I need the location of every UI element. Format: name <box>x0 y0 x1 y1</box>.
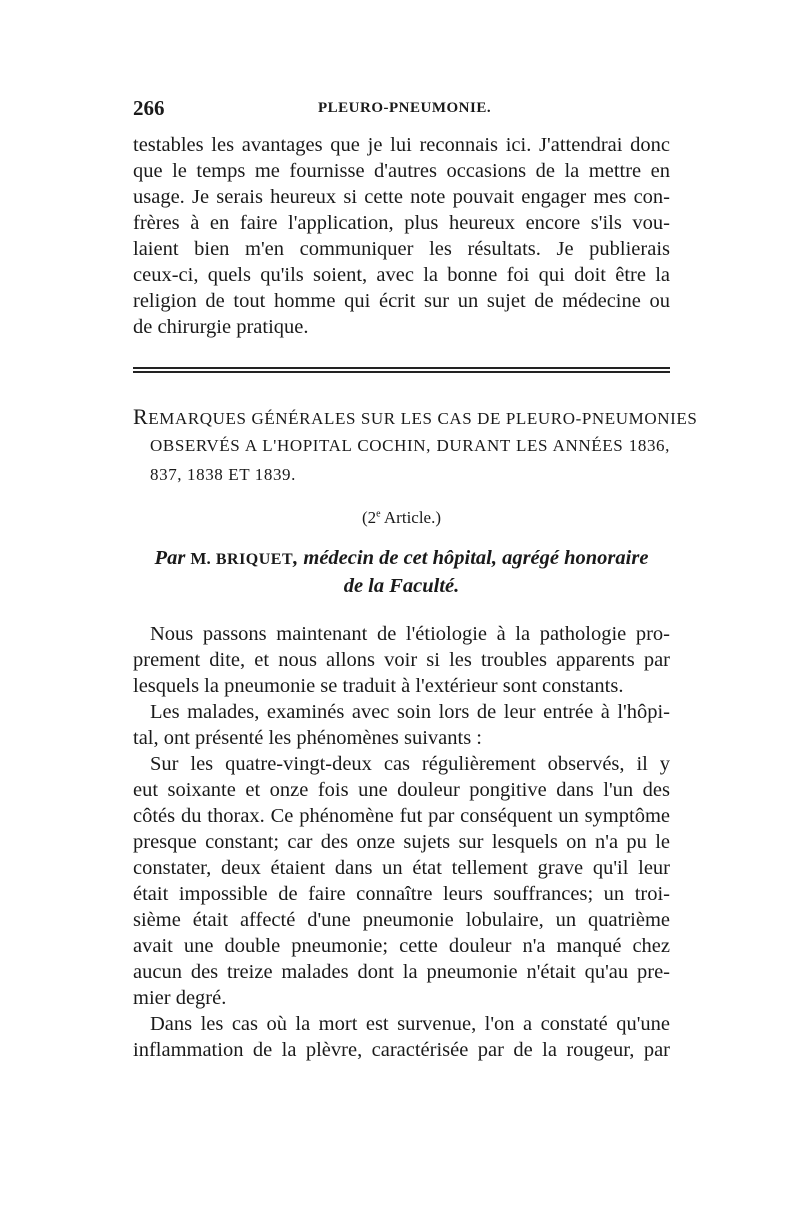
section-divider <box>133 367 670 373</box>
text-line: usage. Je serais heureux si cette note pouvait engager mes con- <box>133 186 670 208</box>
text-line: ceux-ci, quels qu'ils soient, avec la bonne foi qui doit être la <box>133 264 670 286</box>
text-line: laient bien m'en communiquer les résultats. Je publierais <box>133 238 670 260</box>
text-line: testables les avantages que je lui reconnais ici. J'attendrai donc <box>133 134 670 156</box>
text-line: Les malades, examinés avec soin lors de leur entrée à l'hôpi- <box>150 701 670 723</box>
text-line: côtés du thorax. Ce phénomène fut par conséquent un symptôme <box>133 805 670 827</box>
running-title: PLEURO-PNEUMONIE. <box>318 100 492 116</box>
text-line: Sur les quatre-vingt-deux cas régulièrement observés, il y <box>150 753 670 775</box>
text-line: de chirurgie pratique. <box>133 316 309 338</box>
text-line: Dans les cas où la mort est survenue, l'on a constaté qu'une <box>150 1013 670 1035</box>
text-line: sième était affecté d'une pneumonie lobulaire, un quatrième <box>133 909 670 931</box>
text-line: que le temps me fournisse d'autres occasions de la mettre en <box>133 160 670 182</box>
byline: de la Faculté. <box>343 575 460 597</box>
article-number: (2e Article.) <box>361 508 442 527</box>
text-line: prement dite, et nous allons voir si les troubles apparents par <box>133 649 670 671</box>
article-title-line: 837, 1838 ET 1839. <box>150 465 297 484</box>
text-line: frères à en faire l'application, plus heureux encore s'ils vou- <box>133 212 670 234</box>
article-title-line: REMARQUES GÉNÉRALES SUR LES CAS DE PLEURO-PNEUMONIES <box>133 404 698 429</box>
text-line: presque constant; car des onze sujets sur lesquels on n'a pu le <box>133 831 670 853</box>
text-line: inflammation de la plèvre, caractérisée par de la rougeur, par <box>133 1039 670 1061</box>
text-line: mier degré. <box>133 987 227 1009</box>
text-line: avait une double pneumonie; cette douleur n'a manqué chez <box>133 935 670 957</box>
byline: Par M. BRIQUET, médecin de cet hôpital, agrégé honoraire <box>154 547 649 569</box>
page-number: 266 <box>133 96 165 120</box>
text-line: lesquels la pneumonie se traduit à l'extérieur sont constants. <box>133 675 624 697</box>
text-line: religion de tout homme qui écrit sur un sujet de médecine ou <box>133 290 670 312</box>
author-name: BRIQUET <box>215 551 294 568</box>
text-line: Nous passons maintenant de l'étiologie à la pathologie pro- <box>150 623 670 645</box>
text-line: constater, deux étaient dans un état tellement grave qu'il leur <box>133 857 670 879</box>
text-line: était impossible de faire connaître leurs souffrances; un troi- <box>133 883 670 905</box>
text-line: tal, ont présenté les phénomènes suivants : <box>133 727 482 749</box>
article-title-line: OBSERVÉS A L'HOPITAL COCHIN, DURANT LES ANNÉES 1836, <box>150 436 670 455</box>
text-line: eut soixante et onze fois une douleur pongitive dans l'un des <box>133 779 670 801</box>
text-line: aucun des treize malades dont la pneumonie n'était qu'au pre- <box>133 961 670 983</box>
running-head <box>133 96 670 122</box>
